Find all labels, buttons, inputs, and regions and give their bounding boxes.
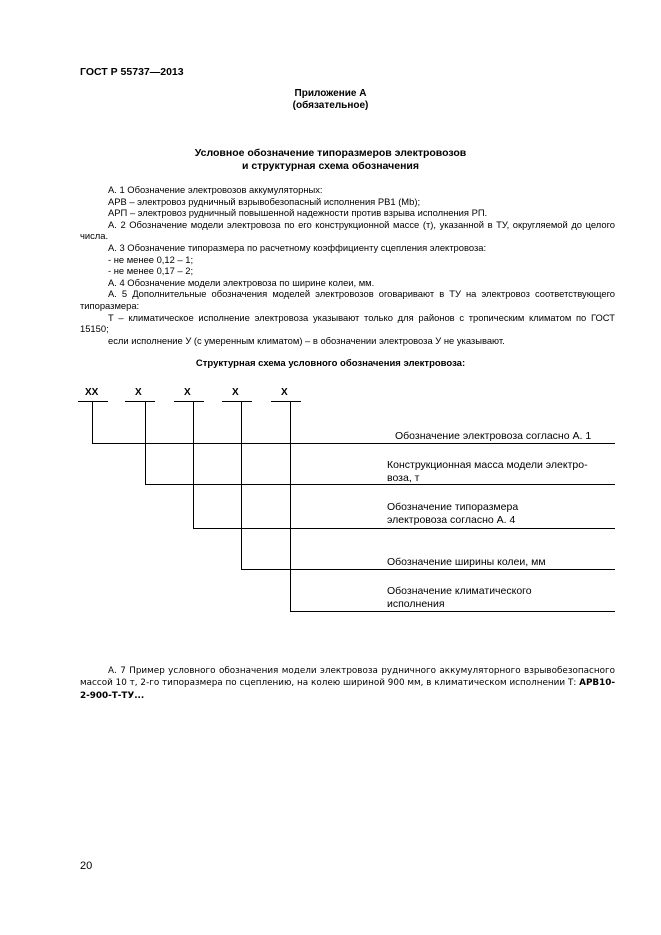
scheme-label-3 [387, 501, 518, 527]
scheme-code-2: Х [135, 387, 142, 398]
scheme-branch-5 [290, 611, 615, 612]
paragraph-a5: А. 5 Дополнительные обозначения моделей электровозов оговаривают в ТУ на электровоз соответствующего типоразмера: [80, 288, 615, 311]
scheme-label-3-line1: Обозначение типоразмера [387, 501, 519, 513]
paragraph-a3: А. 3 Обозначение типоразмера по расчетному коэффициенту сцепления электровоза: [108, 241, 487, 253]
example-code: АРВ10-2-900-Т-ТУ... [80, 678, 615, 701]
scheme-label-5-line2: исполнения [387, 598, 445, 610]
scheme-underline-2 [125, 401, 155, 402]
scheme-leader-5 [290, 401, 291, 611]
annex-status: (обязательное) [292, 100, 369, 111]
paragraph-climate-u: если исполнение У (с умеренным климатом) – в обозначении электровоза У не указывают. [108, 334, 505, 346]
scheme-underline-4 [222, 401, 252, 402]
scheme-label-5-line1: Обозначение климатического [387, 585, 532, 597]
scheme-title: Структурная схема условного обозначения электровоза: [195, 358, 466, 369]
paragraph-arv: АРВ – электровоз рудничный взрывобезопасный исполнения РВ1 (Mb); [108, 195, 421, 207]
scheme-label-2-line1: Конструкционная масса модели электро- [387, 459, 588, 471]
example-a7 [80, 665, 615, 702]
scheme-branch-4 [241, 569, 615, 570]
scheme-code-1: ХХ [85, 387, 99, 398]
scheme-label-5 [387, 585, 532, 611]
paragraph-coef-1: - не менее 0,12 – 1; [108, 253, 194, 265]
annex-title: Приложение А [294, 88, 367, 99]
scheme-branch-3 [193, 528, 615, 529]
scheme-code-3: Х [184, 387, 191, 398]
scheme-code-5: Х [281, 387, 288, 398]
example-paragraph [80, 665, 615, 702]
scheme-label-4: Обозначение ширины колеи, мм [387, 556, 546, 568]
example-text: А. 7 Пример условного обозначения модели электровоза рудничного аккумуляторного взрывобезопасного массой 10 т, 2-го типоразмера по сцеплению, на колею шириной 900 мм, в климатическом исполнении Т: [80, 666, 615, 689]
document-header: ГОСТ Р 55737—2013 [80, 66, 184, 78]
scheme-code-4: Х [232, 387, 239, 398]
scheme-underline-1 [78, 401, 108, 402]
paragraph-a4: А. 4 Обозначение модели электровоза по ширине колеи, мм. [108, 276, 375, 288]
scheme-leader-3 [193, 401, 194, 528]
page-number: 20 [80, 860, 93, 872]
scheme-leader-4 [241, 401, 242, 569]
scheme-label-2 [387, 459, 588, 485]
scheme-label-3-line2: электровоза согласно А. 4 [387, 514, 516, 526]
section-title [0, 147, 661, 172]
body-text [80, 184, 615, 346]
section-title-line1: Условное обозначение типоразмеров электровозов [194, 147, 467, 159]
annex-heading [0, 88, 661, 112]
paragraph-arp: АРП – электровоз рудничный повышенной надежности против взрыва исполнения РП. [108, 207, 488, 219]
scheme-branch-1 [92, 443, 615, 444]
paragraph-a2: А. 2 Обозначение модели электровоза по его конструкционной массе (т), указанной в ТУ, округляемой до целого числа. [80, 218, 615, 242]
scheme-underline-3 [174, 401, 204, 402]
scheme-label-2-line2: воза, т [387, 472, 420, 484]
scheme-underline-5 [271, 401, 301, 402]
scheme-leader-1 [92, 401, 93, 443]
paragraph-climate-t: Т – климатическое исполнение электровоза указывают только для районов с тропическим климатом по ГОСТ 15150; [80, 311, 615, 335]
scheme-label-1: Обозначение электровоза согласно А. 1 [395, 430, 592, 442]
paragraph-coef-2: - не менее 0,17 – 2; [108, 265, 194, 277]
section-title-line2: и структурная схема обозначения [241, 159, 419, 172]
paragraph-a1: А. 1 Обозначение электровозов аккумуляторных: [108, 184, 323, 195]
